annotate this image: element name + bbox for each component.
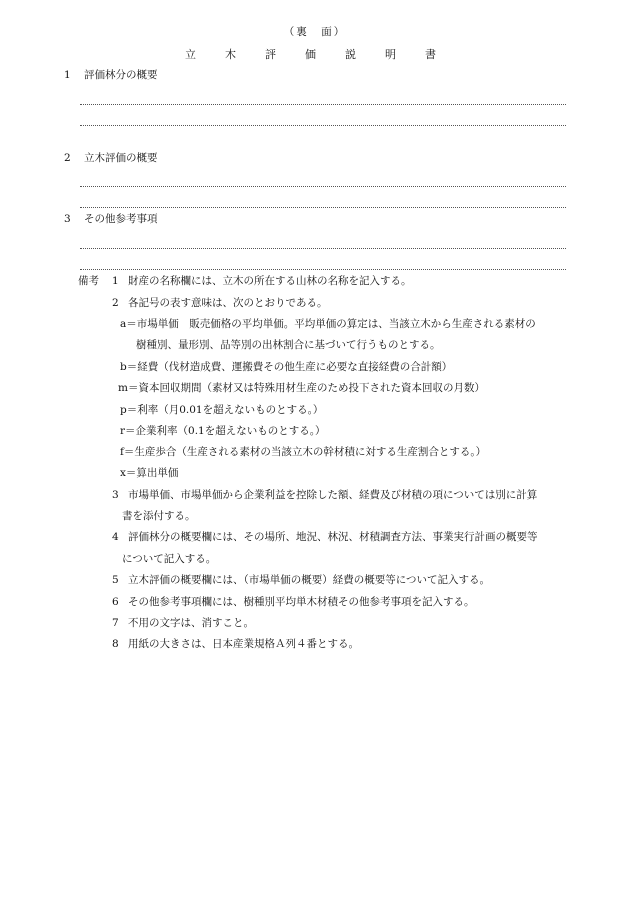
document-title: 立 木 評 価 説 明 書 xyxy=(185,48,445,61)
section-number: 3 xyxy=(64,213,71,225)
remark-number: 8 xyxy=(112,638,119,650)
remark-number: 5 xyxy=(112,574,119,586)
symbol-x-definition: x＝算出単価 xyxy=(120,467,179,479)
remark-text-cont: 書を添付する。 xyxy=(122,510,196,522)
remark-text: 用紙の大きさは、日本産業規格Ａ列４番とする。 xyxy=(128,638,359,650)
fill-line[interactable] xyxy=(80,104,566,105)
section-label: 立木評価の概要 xyxy=(84,152,158,164)
symbol-f-definition: f＝生産歩合（生産される素材の当該立木の幹材積に対する生産割合とする。） xyxy=(120,446,487,458)
remark-number: 6 xyxy=(112,596,119,608)
remark-number: 7 xyxy=(112,617,119,629)
symbol-b-definition: b＝経費（伐材造成費、運搬費その他生産に必要な直接経費の合計額） xyxy=(120,361,453,373)
fill-line[interactable] xyxy=(80,207,566,208)
section-number: 1 xyxy=(64,69,71,81)
fill-line[interactable] xyxy=(80,186,566,187)
symbol-a-definition-cont: 樹種別、量形別、品等別の出林割合に基づいて行うものとする。 xyxy=(136,339,441,351)
fill-line[interactable] xyxy=(80,125,566,126)
symbol-p-definition: p＝利率（月0.01を超えないものとする。） xyxy=(120,404,324,416)
page-side-header: （裏 面） xyxy=(283,26,347,38)
remark-text: 立木評価の概要欄には、（市場単価の概要）経費の概要等について記入する。 xyxy=(128,574,491,586)
section-label: その他参考事項 xyxy=(84,213,158,225)
fill-line[interactable] xyxy=(80,248,566,249)
symbol-m-definition: m＝資本回収期間（素材又は特殊用材生産のため投下された資本回収の月数） xyxy=(118,382,485,394)
remark-text: 各記号の表す意味は、次のとおりである。 xyxy=(128,297,328,309)
remark-number: 2 xyxy=(112,297,119,309)
remark-text: 評価林分の概要欄には、その場所、地況、林況、材積調査方法、事業実行計画の概要等 xyxy=(128,531,538,543)
remark-text: 財産の名称欄には、立木の所在する山林の名称を記入する。 xyxy=(128,275,412,287)
remark-number: 1 xyxy=(112,275,119,287)
remark-text: その他参考事項欄には、樹種別平均単木材積その他参考事項を記入する。 xyxy=(128,596,475,608)
section-1-heading xyxy=(64,70,158,81)
symbol-r-definition: r＝企業利率（0.1を超えないものとする。） xyxy=(120,425,326,437)
symbol-a-definition: a＝市場単価 販売価格の平均単価。平均単価の算定は、当該立木から生産される素材の xyxy=(120,318,536,330)
fill-line[interactable] xyxy=(80,269,566,270)
section-label: 評価林分の概要 xyxy=(84,69,158,81)
section-3-heading xyxy=(64,214,158,225)
section-2-heading xyxy=(64,153,158,164)
remark-text: 不用の文字は、消すこと。 xyxy=(128,617,254,629)
section-number: 2 xyxy=(64,152,71,164)
remark-text-cont: について記入する。 xyxy=(122,553,217,565)
remark-number: 4 xyxy=(112,531,119,543)
remark-text: 市場単価、市場単価から企業利益を控除した額、経費及び材積の項については別に計算 xyxy=(128,489,538,501)
remark-number: 3 xyxy=(112,489,119,501)
remarks-heading: 備考 xyxy=(78,275,99,287)
